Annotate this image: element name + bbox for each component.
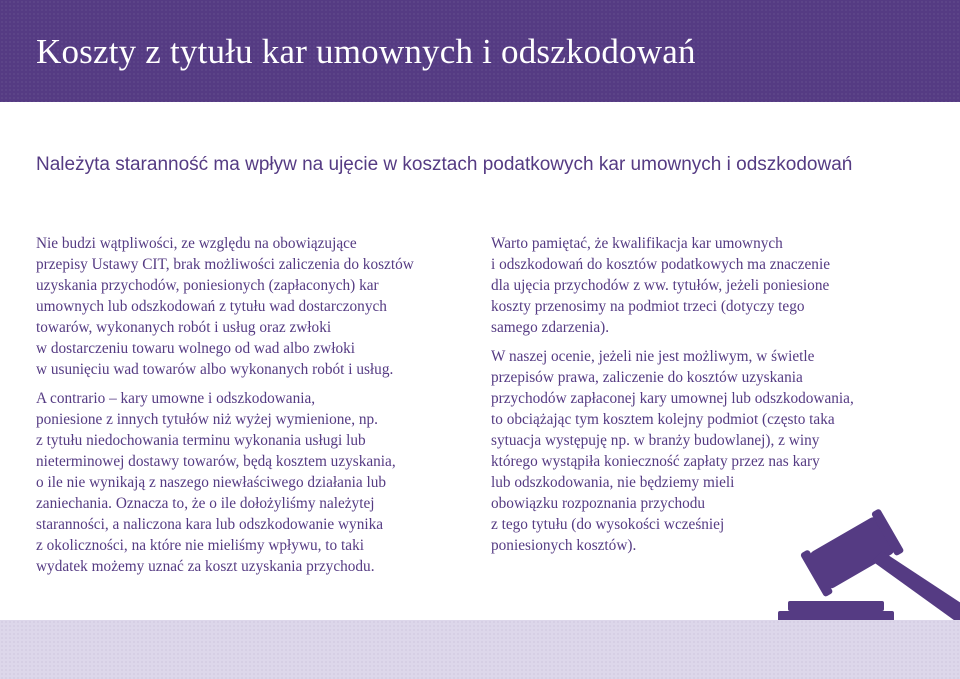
text-line: poniesionych kosztów). [491, 537, 637, 554]
footer-band [0, 620, 960, 679]
text-line: w dostarczeniu towaru wolnego od wad albo zwłoki [36, 340, 356, 357]
text-line: i odszkodowań do kosztów podatkowych ma znaczenie [491, 256, 830, 273]
gavel-icon [774, 509, 960, 627]
text-line: uzyskania przychodów, poniesionych (zapłaconych) kar [36, 277, 379, 294]
header-banner [0, 0, 960, 102]
left-paragraph-2 [36, 388, 476, 577]
left-paragraph-1 [36, 233, 476, 380]
text-line: przychodów zapłaconej kary umownej lub odszkodowania, [491, 390, 854, 407]
text-line: staranności, a naliczona kara lub odszkodowanie wynika [36, 516, 384, 533]
text-line: umownych lub odszkodowań z tytułu wad dostarczonych [36, 298, 387, 315]
right-paragraph-1 [491, 233, 931, 338]
left-column [36, 233, 476, 577]
text-line: o ile nie wynikają z naszego niewłaściwego działania lub [36, 474, 386, 491]
text-line: którego wystąpiła konieczność zapłaty przez nas kary [491, 453, 820, 470]
page-title: Koszty z tytułu kar umownych i odszkodowań [36, 32, 696, 71]
text-line: Warto pamiętać, że kwalifikacja kar umownych [491, 235, 783, 252]
text-line: nieterminowej dostawy towarów, będą kosztem uzyskania, [36, 453, 396, 470]
text-line: lub odszkodowania, nie będziemy mieli [491, 474, 735, 491]
page-subtitle: Należyta staranność ma wpływ na ujęcie w kosztach podatkowych kar umownych i odszkodowań [36, 154, 853, 175]
text-line: poniesione z innych tytułów niż wyżej wymienione, np. [36, 411, 378, 428]
text-line: towarów, wykonanych robót i usług oraz zwłoki [36, 319, 332, 336]
text-line: z tego tytułu (do wysokości wcześniej [491, 516, 725, 533]
text-line: wydatek możemy uznać za koszt uzyskania przychodu. [36, 558, 375, 575]
text-line: z tytułu niedochowania terminu wykonania usługi lub [36, 432, 366, 449]
text-line: koszty przenosimy na podmiot trzeci (dotyczy tego [491, 298, 805, 315]
text-line: sytuacja występuję np. w branży budowlanej), z winy [491, 432, 820, 449]
text-line: przepisów prawa, zaliczenie do kosztów uzyskania [491, 369, 803, 386]
text-line: to obciążając tym kosztem kolejny podmiot (często taka [491, 411, 835, 428]
right-column [491, 233, 931, 556]
text-line: A contrario – kary umowne i odszkodowania, [36, 390, 316, 407]
text-line: obowiązku rozpoznania przychodu [491, 495, 706, 512]
text-line: z okoliczności, na które nie mieliśmy wpływu, to taki [36, 537, 364, 554]
text-line: Nie budzi wątpliwości, ze względu na obowiązujące [36, 235, 357, 252]
text-line: samego zdarzenia). [491, 319, 610, 336]
text-line: w usunięciu wad towarów albo wykonanych robót i usług. [36, 361, 394, 378]
text-line: W naszej ocenie, jeżeli nie jest możliwym, w świetle [491, 348, 815, 365]
text-line: dla ujęcia przychodów z ww. tytułów, jeżeli poniesione [491, 277, 830, 294]
text-line: zaniechania. Oznacza to, że o ile dołożyliśmy należytej [36, 495, 375, 512]
text-line: przepisy Ustawy CIT, brak możliwości zaliczenia do kosztów [36, 256, 414, 273]
